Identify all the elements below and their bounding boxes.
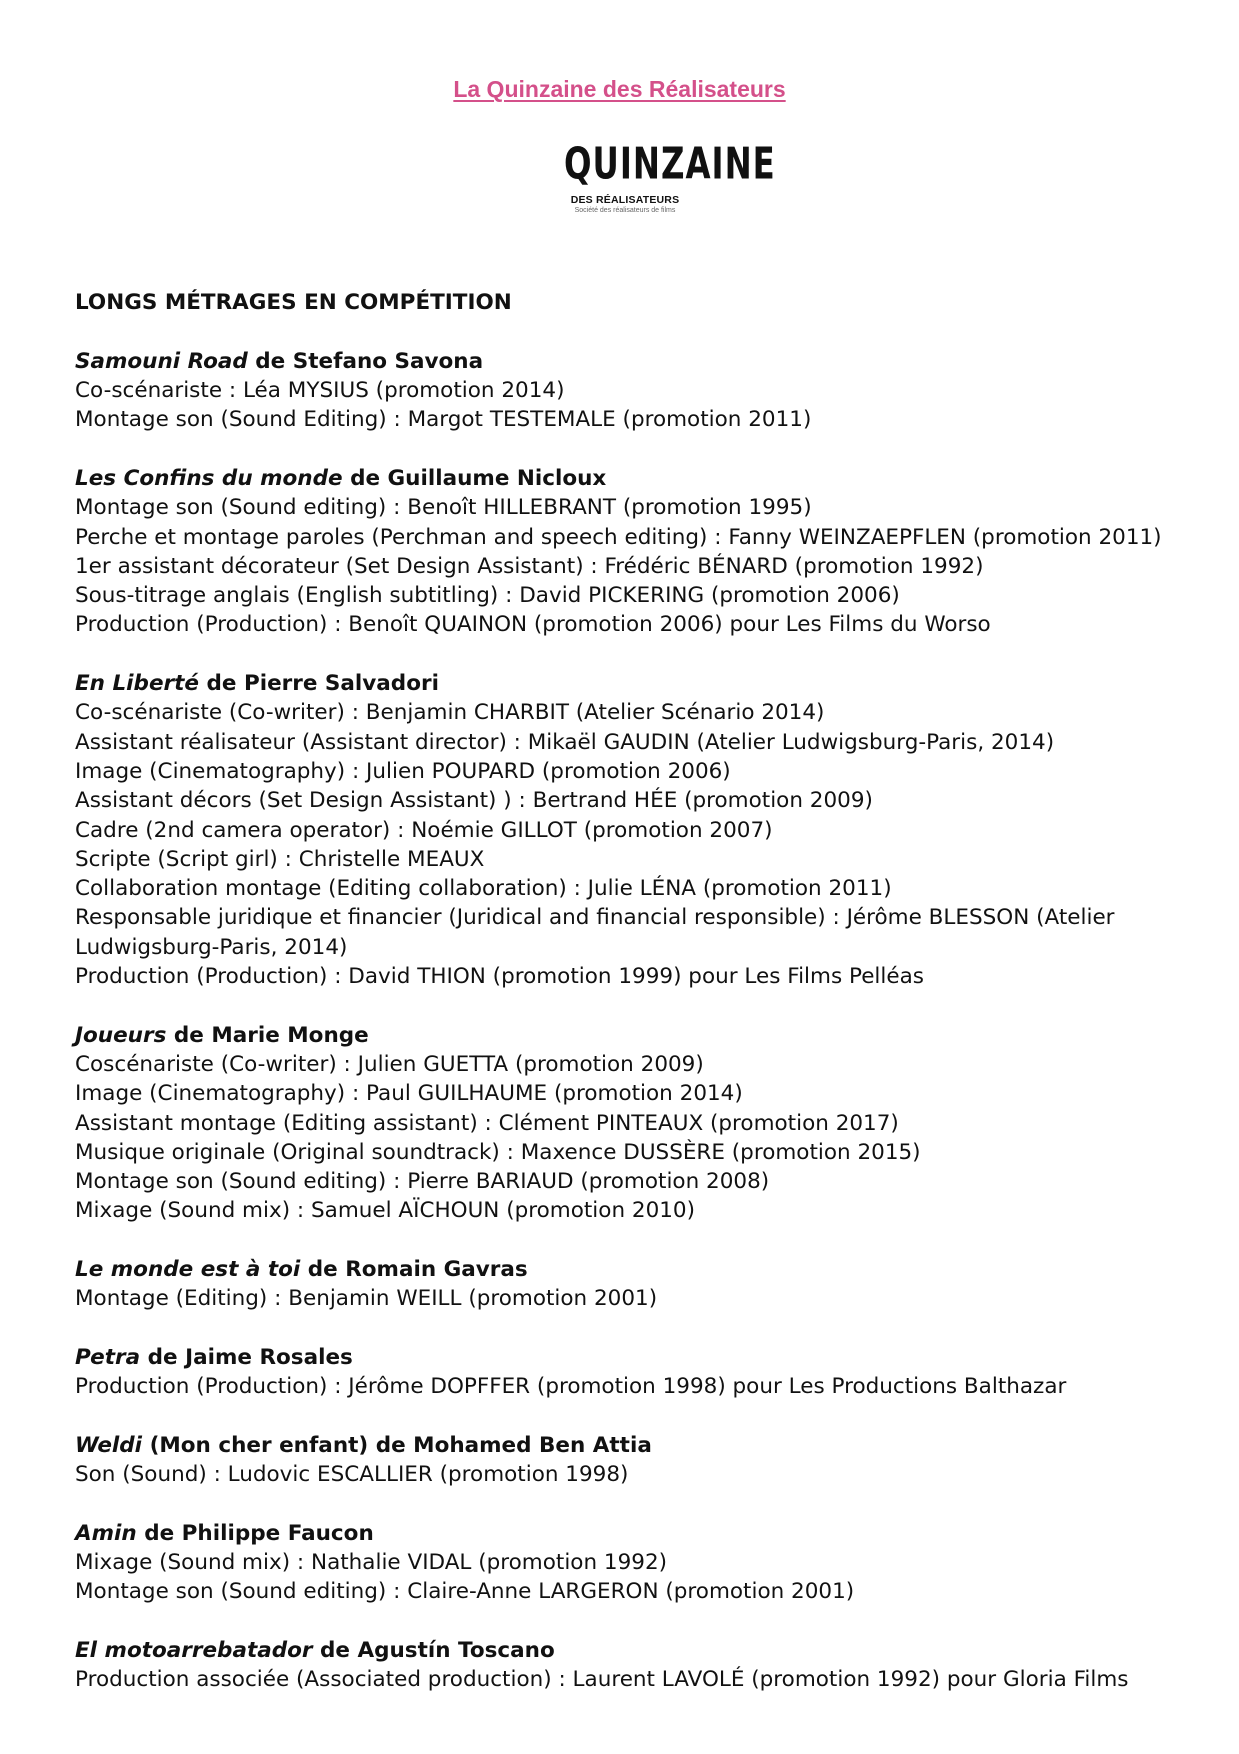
credit-line: Montage son (Sound editing) : Pierre BARIAUD (promotion 2008) [75,1169,770,1195]
credit-line: Perche et montage paroles (Perchman and speech editing) : Fanny WEINZAEPFLEN (promotion 2011) [75,524,1162,550]
credit-line: Montage son (Sound editing) : Benoît HILLEBRANT (promotion 1995) [75,495,812,521]
document-body [75,288,1195,1724]
credit-line: Image (Cinematography) : Julien POUPARD (promotion 2006) [75,758,731,784]
film-entry [75,669,1195,991]
film-heading [75,1343,1195,1372]
film-director: de Romain Gavras [307,1257,528,1282]
credit-line: Montage (Editing) : Benjamin WEILL (promotion 2001) [75,1286,658,1312]
film-director: de Stefano Savona [255,348,484,374]
credit-line: Assistant montage (Editing assistant) : Clément PINTEAUX (promotion 2017) [75,1110,899,1136]
film-title: Samouni Road [75,348,248,374]
credit-line: Image (Cinematography) : Paul GUILHAUME (promotion 2014) [75,1081,743,1107]
film-entry [75,1343,1195,1402]
film-entry [75,1519,1195,1607]
film-director: de Pierre Salvadori [206,671,439,697]
credit-line: Son (Sound) : Ludovic ESCALLIER (promotion 1998) [75,1462,629,1488]
film-title: En Liberté [75,671,199,697]
credit-line: Cadre (2nd camera operator) : Noémie GILLOT (promotion 2007) [75,817,773,843]
credit-line: Production (Production) : David THION (promotion 1999) pour Les Films Pelléas [75,964,924,990]
logo-subtitle: DES RÉALISATEURS [570,194,680,206]
film-title: Weldi [75,1432,143,1458]
credit-line: Production associée (Associated production) : Laurent LAVOLÉ (promotion 1992) pour Gloria Films [75,1667,1129,1693]
film-entry [75,464,1195,640]
film-heading [75,669,1195,698]
film-list [75,347,1195,1695]
film-heading [75,1431,1195,1460]
credit-line: Montage son (Sound editing) : Claire-Anne LARGERON (promotion 2001) [75,1579,855,1605]
film-title: Amin [75,1520,137,1546]
film-director: de Jaime Rosales [147,1344,353,1370]
logo-wordmark: QUINZAINE [564,140,776,190]
credit-line: Mixage (Sound mix) : Nathalie VIDAL (promotion 1992) [75,1549,668,1575]
credit-line: Production (Production) : Benoît QUAINON (promotion 2006) pour Les Films du Worso [75,612,991,638]
credit-line: 1er assistant décorateur (Set Design Assistant) : Frédéric BÉNARD (promotion 1992) [75,553,984,579]
film-title: Le monde est à toi [75,1257,301,1282]
credit-line: Sous-titrage anglais (English subtitling) : David PICKERING (promotion 2006) [75,583,900,609]
film-entry [75,1255,1195,1314]
document-title: La Quinzaine des Réalisateurs [453,76,786,102]
film-director: de Marie Monge [173,1022,369,1048]
film-entry [75,1431,1195,1490]
film-entry [75,1636,1195,1695]
credit-line: Co-scénariste : Léa MYSIUS (promotion 2014) [75,378,565,404]
film-director: de Agustín Toscano [320,1637,555,1663]
film-director: (Mon cher enfant) de Mohamed Ben Attia [149,1432,652,1458]
credit-line: Assistant décors (Set Design Assistant) ) : Bertrand HÉE (promotion 2009) [75,788,873,814]
film-heading [75,1636,1195,1665]
film-heading [75,464,1195,493]
logo-tagline: Société des réalisateurs de films [574,207,676,214]
credit-line: Responsable juridique et financier (Juridical and financial responsible) : Jérôme BLESSON (Atelier Ludwigsburg-Paris, 2014) [75,905,1115,960]
film-entry [75,1021,1195,1226]
credit-line: Collaboration montage (Editing collaboration) : Julie LÉNA (promotion 2011) [75,876,892,902]
film-heading [75,1255,1195,1284]
film-title: Les Confins du monde [75,465,343,491]
film-title: El motoarrebatador [75,1637,313,1663]
credit-line: Production (Production) : Jérôme DOPFFER (promotion 1998) pour Les Productions Balthazar [75,1374,1067,1400]
credit-line: Mixage (Sound mix) : Samuel AÏCHOUN (promotion 2010) [75,1198,696,1224]
film-title: Petra [75,1344,141,1370]
film-title: Joueurs [75,1022,167,1048]
film-director: de Guillaume Nicloux [350,465,607,491]
credit-line: Co-scénariste (Co-writer) : Benjamin CHARBIT (Atelier Scénario 2014) [75,700,825,726]
film-entry [75,347,1195,435]
quinzaine-logo [564,140,776,232]
credit-line: Scripte (Script girl) : Christelle MEAUX [75,846,485,872]
credit-line: Musique originale (Original soundtrack) : Maxence DUSSÈRE (promotion 2015) [75,1139,921,1165]
credit-line: Coscénariste (Co-writer) : Julien GUETTA (promotion 2009) [75,1051,704,1077]
film-heading [75,1519,1195,1548]
section-heading: LONGS MÉTRAGES EN COMPÉTITION [75,290,512,315]
credit-line: Montage son (Sound Editing) : Margot TESTEMALE (promotion 2011) [75,407,812,433]
film-director: de Philippe Faucon [144,1520,374,1546]
credit-line: Assistant réalisateur (Assistant director) : Mikaël GAUDIN (Atelier Ludwigsburg-Paris, 2014) [75,729,1055,755]
film-heading [75,347,1195,376]
film-heading [75,1021,1195,1050]
